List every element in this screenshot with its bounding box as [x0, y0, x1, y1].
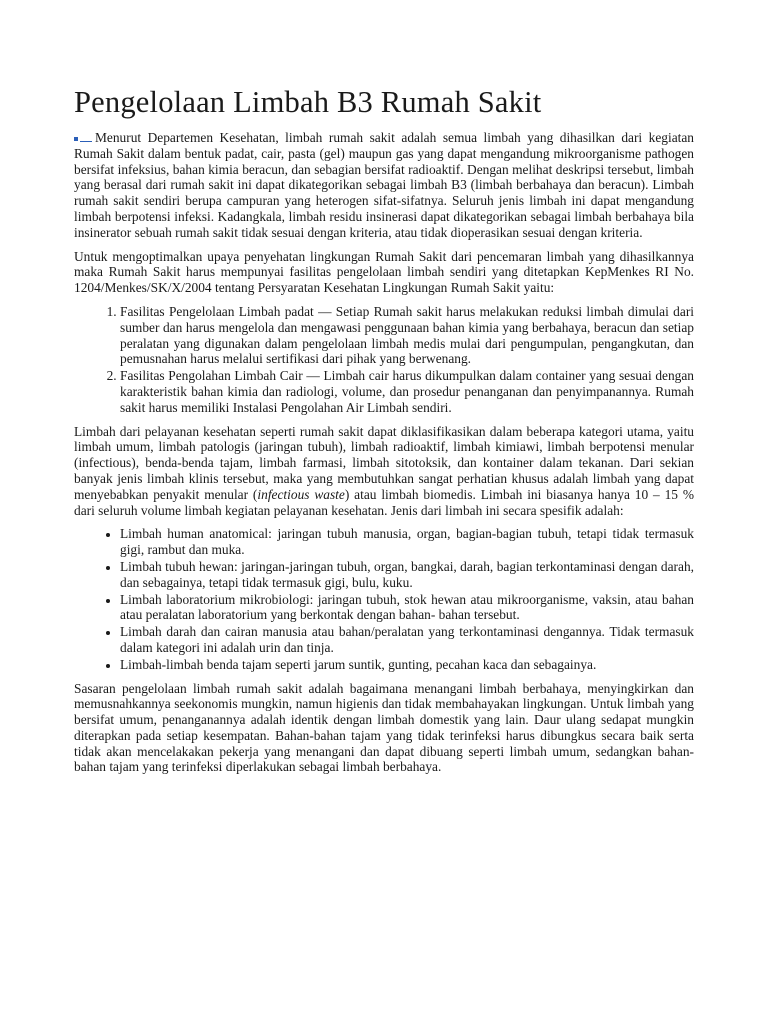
paragraph-objectives: Sasaran pengelolaan limbah rumah sakit adalah bagaimana menangani limbah berbahaya, menyingkirkan dan memusnahkannya seekonomis mungkin, namun higienis dan tidak membahayakan lingkungan. Untuk limbah yang bersifat umum, penanganannya adalah identik dengan limbah domestik yang lain. Daur ulang sedapat mungkin diterapkan pada setiap kesempatan. Bahan-bahan tajam yang tidak terinfeksi harus dibungkus secara baik serta tidak akan mencelakakan pekerja yang menangani dan dapat dibuang seperti limbah umum, sedangkan bahan-bahan tajam yang terinfeksi diperlakukan sebagai limbah berbahaya.: [74, 680, 694, 775]
intro-paragraph: [74, 130, 694, 241]
italic-term: infectious waste: [257, 486, 345, 502]
page-title: Pengelolaan Limbah B3 Rumah Sakit: [74, 85, 542, 119]
facility-numbered-list: [74, 304, 694, 416]
anchor-underline[interactable]: [80, 141, 92, 142]
paragraph-classification: [74, 424, 694, 519]
list-item: • Limbah-limbah benda tajam seperti jarum suntik, gunting, pecahan kaca dan sebagainya.: [120, 657, 694, 673]
classification-text-end: ) atau limbah biomedis. Limbah ini biasanya hanya 10 – 15 % dari seluruh volume limbah kegiatan pelayanan kesehatan. Jenis dari limbah ini secara spesifik adalah:: [74, 486, 694, 518]
waste-type-bullet-list: [74, 526, 694, 672]
list-item: 2. Fasilitas Pengolahan Limbah Cair — Limbah cair harus dikumpulkan dalam container yang sesuai dengan karakteristik bahan kimia dan radiologi, volume, dan prosedur penanganan dan penyimpanannya. Rumah sakit harus memiliki Instalasi Pengolahan Air Limbah sendiri.: [120, 368, 694, 415]
list-item: • Limbah laboratorium mikrobiologi: jaringan tubuh, stok hewan atau mikroorganisme, vaksin, atau bahan atau peralatan laboratorium yang berkontak dengan bahan- bahan tersebut.: [120, 592, 694, 624]
link-anchor-icon[interactable]: [74, 137, 78, 141]
classification-text-start: Limbah dari pelayanan kesehatan seperti rumah sakit dapat diklasifikasikan dalam beberapa kategori utama, yaitu limbah umum, limbah patologis (jaringan tubuh), limbah radioaktif, limbah kimiawi, limbah berpotensi menular (infectious), benda-benda tajam, limbah farmasi, limbah sitotoksik, dan kontainer dalam tekanan. Dari sekian banyak jenis limbah klinis tersebut, maka yang membutuhkan sangat perhatian khusus adalah limbah yang dapat menyebabkan penyakit menular (: [74, 423, 694, 502]
intro-text: Menurut Departemen Kesehatan, limbah rumah sakit adalah semua limbah yang dihasilkan dari kegiatan Rumah Sakit dalam bentuk padat, cair, pasta (gel) maupun gas yang dapat mengandung mikroorganisme pathogen bersifat infeksius, bahan kimia beracun, dan sebagian bersifat radioaktif. Dengan melihat deskripsi tersebut, limbah yang berasal dari rumah sakit ini dapat dikategorikan sebagai limbah B3 (limbah berbahaya dan beracun). Limbah rumah sakit sendiri berupa campuran yang heterogen sifat-sifatnya. Seluruh jenis limbah ini dapat mengandung limbah berpotensi infeksi. Kadangkala, limbah residu insinerasi dapat dikategorikan sebagai limbah berbahaya bila insinerator sebuah rumah sakit tidak sesuai dengan kriteria, atau tidak dioperasikan sesuai dengan kriteria.: [74, 130, 694, 240]
paragraph-requirements: Untuk mengoptimalkan upaya penyehatan lingkungan Rumah Sakit dari pencemaran limbah yang dihasilkannya maka Rumah Sakit harus mempunyai fasilitas pengelolaan limbah sendiri yang ditetapkan KepMenkes RI No. 1204/Menkes/SK/X/2004 tentang Persyaratan Kesehatan Lingkungan Rumah Sakit yaitu:: [74, 248, 694, 296]
list-item: 1. Fasilitas Pengelolaan Limbah padat — Setiap Rumah sakit harus melakukan reduksi limbah dimulai dari sumber dan harus mengelola dan mengawasi penggunaan bahan kimia yang berbahaya, beracun dan setiap peralatan yang digunakan dalam pengelolaan limbah medis mulai dari pengumpulan, pengangkutan, dan pemusnahan harus melalui sertifikasi dari pihak yang berwenang.: [120, 304, 694, 367]
list-item: • Limbah darah dan cairan manusia atau bahan/peralatan yang terkontaminasi dengannya. Tidak termasuk dalam kategori ini adalah urin dan tinja.: [120, 624, 694, 656]
list-item: • Limbah human anatomical: jaringan tubuh manusia, organ, bagian-bagian tubuh, tetapi tidak termasuk gigi, rambut dan muka.: [120, 526, 694, 558]
list-item: • Limbah tubuh hewan: jaringan-jaringan tubuh, organ, bangkai, darah, bagian terkontaminasi dengan darah, dan sebagainya, tetapi tidak termasuk gigi, bulu, kuku.: [120, 559, 694, 591]
